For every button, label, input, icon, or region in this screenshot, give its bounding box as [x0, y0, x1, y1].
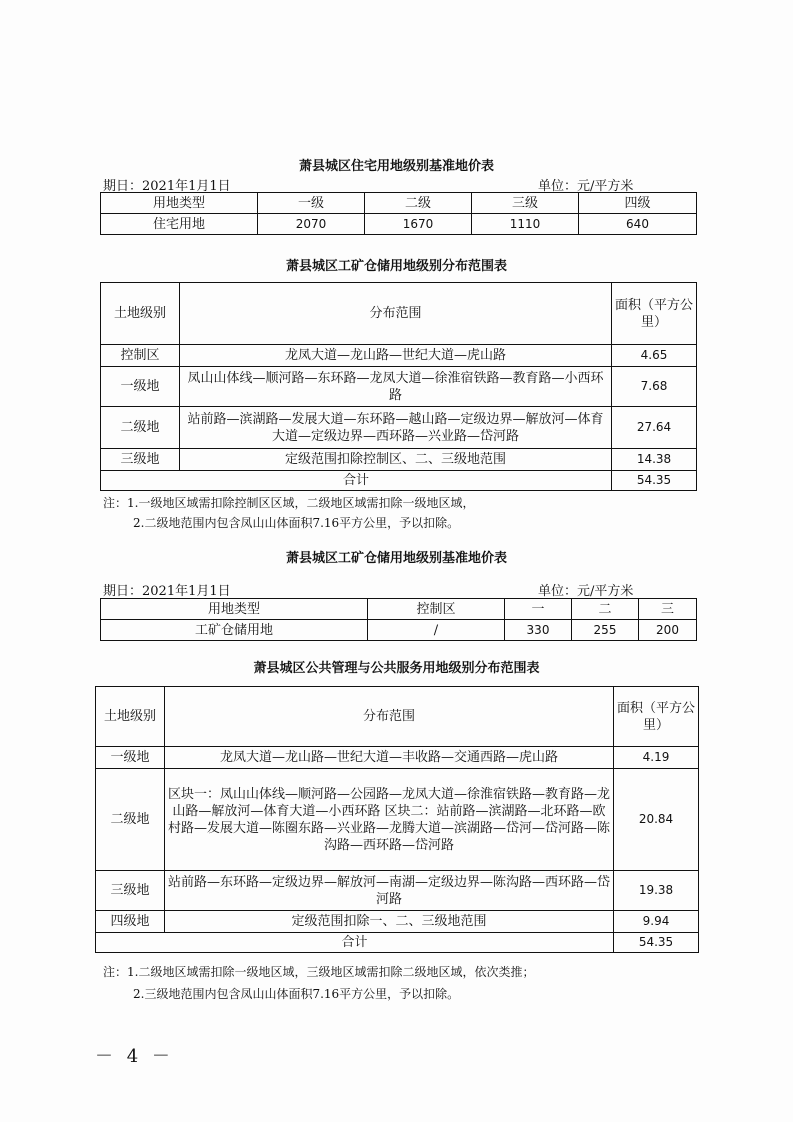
- table-row: [96, 911, 699, 933]
- header-cell: 一级: [258, 193, 365, 214]
- grade-cell: 一级地: [101, 367, 180, 407]
- price-cell: 1110: [472, 214, 579, 235]
- land-type-cell: 工矿仓储用地: [101, 620, 368, 641]
- total-value: 54.35: [614, 933, 699, 953]
- grade-cell: 控制区: [101, 345, 180, 367]
- table-row: [101, 214, 697, 235]
- price-cell: /: [368, 620, 505, 641]
- range-cell: 区块一：凤山山体线—顺河路—公园路—龙凤大道—徐淮宿铁路—教育路—龙山路—解放河—体育大道—小西环路 区块二：站前路—滨湖路—北环路—欧村路—发展大道—陈圈东路—兴业路—龙腾大道—滨湖路—岱河—岱河路—陈沟路—西环路—岱河路: [165, 769, 614, 871]
- area-cell: 4.65: [612, 345, 697, 367]
- price-cell: 640: [579, 214, 697, 235]
- grade-cell: 二级地: [96, 769, 165, 871]
- table-header-row: [101, 193, 697, 214]
- table-row: [96, 769, 699, 871]
- total-row: [101, 471, 697, 491]
- header-cell: 面积（平方公里）: [612, 283, 697, 345]
- note-line: 2.三级地范围内包含凤山山体面积7.16平方公里，予以扣除。: [133, 987, 460, 1001]
- header-cell: 分布范围: [165, 687, 614, 747]
- industrial-date: 期日：2021年1月1日: [103, 584, 231, 599]
- total-label: 合计: [101, 471, 612, 491]
- residential-unit: 单位：元/平方米: [538, 179, 634, 194]
- grade-cell: 三级地: [96, 871, 165, 911]
- area-cell: 20.84: [614, 769, 699, 871]
- price-cell: 330: [505, 620, 572, 641]
- table-row: [96, 871, 699, 911]
- header-cell: 三级: [472, 193, 579, 214]
- header-cell: 控制区: [368, 599, 505, 620]
- price-cell: 1670: [365, 214, 472, 235]
- page-number: － 4 －: [95, 1046, 174, 1067]
- total-label: 合计: [96, 933, 614, 953]
- grade-cell: 一级地: [96, 747, 165, 769]
- header-cell: 四级: [579, 193, 697, 214]
- range-cell: 龙凤大道—龙山路—世纪大道—丰收路—交通西路—虎山路: [165, 747, 614, 769]
- public-service-range-table-title: 萧县城区公共管理与公共服务用地级别分布范围表: [253, 661, 540, 676]
- price-cell: 255: [572, 620, 639, 641]
- note-line: 注：1.一级地区域需扣除控制区区域，二级地区域需扣除一级地区域，: [103, 496, 475, 510]
- header-cell: 用地类型: [101, 193, 258, 214]
- grade-cell: 二级地: [101, 407, 180, 449]
- industrial-range-table: [100, 282, 697, 491]
- area-cell: 9.94: [614, 911, 699, 933]
- public-service-range-table: [95, 686, 699, 953]
- range-cell: 龙凤大道—龙山路—世纪大道—虎山路: [180, 345, 612, 367]
- total-value: 54.35: [612, 471, 697, 491]
- table-row: [101, 449, 697, 471]
- grade-cell: 三级地: [101, 449, 180, 471]
- range-cell: 凤山山体线—顺河路—东环路—龙凤大道—徐淮宿铁路—教育路—小西环路: [180, 367, 612, 407]
- total-row: [96, 933, 699, 953]
- range-cell: 站前路—东环路—定级边界—解放河—南湖—定级边界—陈沟路—西环路—岱河路: [165, 871, 614, 911]
- industrial-price-table-title: 萧县城区工矿仓储用地级别基准地价表: [285, 551, 507, 566]
- table-row: [101, 345, 697, 367]
- range-cell: 定级范围扣除控制区、二、三级地范围: [180, 449, 612, 471]
- table-header-row: [101, 283, 697, 345]
- area-cell: 4.19: [614, 747, 699, 769]
- range-cell: 站前路—滨湖路—发展大道—东环路—越山路—定级边界—解放河—体育大道—定级边界—西环路—兴业路—岱河路: [180, 407, 612, 449]
- price-cell: 200: [639, 620, 697, 641]
- industrial-range-table-title: 萧县城区工矿仓储用地级别分布范围表: [285, 259, 507, 274]
- header-cell: 土地级别: [96, 687, 165, 747]
- area-cell: 7.68: [612, 367, 697, 407]
- header-cell: 一: [505, 599, 572, 620]
- residential-date: 期日：2021年1月1日: [103, 179, 231, 194]
- area-cell: 14.38: [612, 449, 697, 471]
- note-line: 2.二级地范围内包含凤山山体面积7.16平方公里，予以扣除。: [133, 516, 460, 530]
- header-cell: 二级: [365, 193, 472, 214]
- header-cell: 二: [572, 599, 639, 620]
- table-row: [101, 620, 697, 641]
- residential-price-table: [100, 192, 697, 235]
- header-cell: 用地类型: [101, 599, 368, 620]
- header-cell: 分布范围: [180, 283, 612, 345]
- header-cell: 面积（平方公里）: [614, 687, 699, 747]
- header-cell: 三: [639, 599, 697, 620]
- area-cell: 27.64: [612, 407, 697, 449]
- table-row: [96, 747, 699, 769]
- range-cell: 定级范围扣除一、二、三级地范围: [165, 911, 614, 933]
- table-header-row: [101, 599, 697, 620]
- note-line: 注：1.二级地区域需扣除一级地区域，三级地区域需扣除二级地区域，依次类推；: [103, 965, 535, 979]
- industrial-price-table: [100, 598, 697, 641]
- industrial-unit: 单位：元/平方米: [538, 584, 634, 599]
- table-row: [101, 367, 697, 407]
- table-row: [101, 407, 697, 449]
- residential-price-table-title: 萧县城区住宅用地级别基准地价表: [298, 159, 494, 174]
- grade-cell: 四级地: [96, 911, 165, 933]
- table-header-row: [96, 687, 699, 747]
- price-cell: 2070: [258, 214, 365, 235]
- header-cell: 土地级别: [101, 283, 180, 345]
- land-type-cell: 住宅用地: [101, 214, 258, 235]
- area-cell: 19.38: [614, 871, 699, 911]
